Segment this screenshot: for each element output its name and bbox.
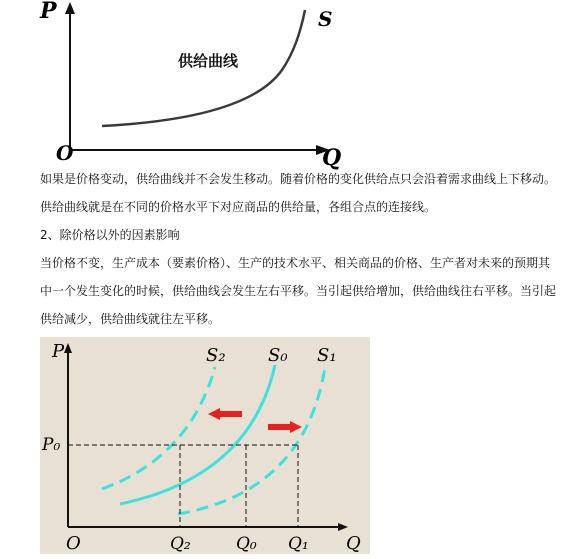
origin-label: O [66, 533, 81, 554]
y-axis-arrowhead [65, 2, 75, 14]
p0-label: P₀ [42, 435, 61, 455]
origin-label: O [56, 141, 74, 165]
supply-shift-figure [40, 337, 370, 554]
supply-curve-figure [0, 0, 570, 170]
s0-label: S₀ [268, 345, 288, 366]
section-heading-other-factors: 2、除价格以外的因素影响 [40, 228, 180, 242]
q2-label: Q₂ [170, 534, 191, 554]
y-axis-label: P [40, 0, 57, 24]
x-axis-label: Q [346, 533, 361, 554]
x-axis-label: Q [322, 145, 342, 170]
paragraph-price-change: 如果是价格变动，供给曲线并不会发生移动。随着价格的变化供给点只会沿着需求曲线上下移动。供给曲线就是在不同的价格水平下对应商品的供给量，各组合点的连接线。 [40, 172, 557, 214]
q1-label: Q₁ [288, 534, 309, 554]
s2-label: S₂ [206, 345, 226, 366]
y-axis-label: P [52, 341, 65, 362]
q0-label: Q₀ [236, 534, 257, 554]
curve-label: S [318, 7, 333, 31]
s1-label: S₁ [317, 345, 337, 366]
paragraph-other-factors: 当价格不变，生产成本（要素价格）、生产的技术水平、相关商品的价格、生产者对未来的预期其中一个发生变化的时候，供给曲线会发生左右平移。当引起供给增加，供给曲线往右平移。当引起供给减少，供给曲线就往左平移。 [40, 256, 557, 326]
figure-caption: 供给曲线 [178, 52, 239, 70]
